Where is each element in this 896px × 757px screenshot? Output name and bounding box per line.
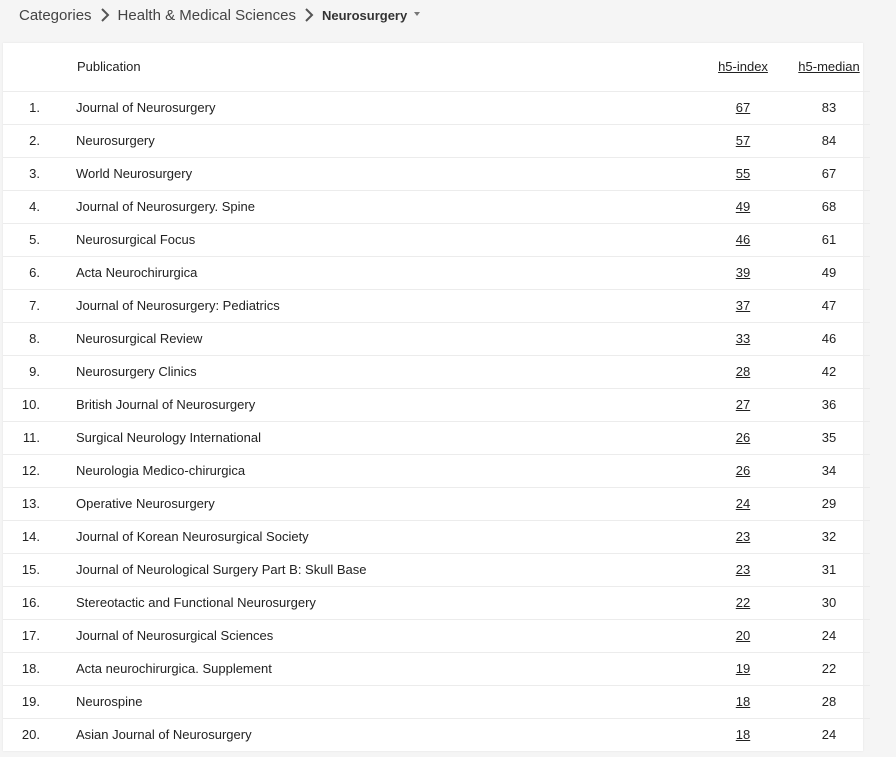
rank-cell bbox=[3, 124, 76, 157]
h5-index-cell[interactable] bbox=[698, 289, 788, 322]
h5-index-cell[interactable] bbox=[698, 652, 788, 685]
rank-cell bbox=[3, 553, 76, 586]
rank-cell bbox=[3, 223, 76, 256]
breadcrumb bbox=[0, 0, 420, 30]
chevron-right-icon bbox=[92, 8, 118, 22]
h5-median-cell: 34 bbox=[821, 463, 837, 478]
subcategory-dropdown[interactable] bbox=[322, 8, 420, 23]
table-row bbox=[3, 355, 870, 388]
h5-median-column-header[interactable] bbox=[788, 43, 870, 91]
publication-cell: Journal of Neurosurgery: Pediatrics bbox=[76, 298, 280, 313]
h5-index-link[interactable]: 37 bbox=[735, 298, 751, 313]
rank-number: 9. bbox=[29, 364, 40, 379]
h5-index-link[interactable]: 18 bbox=[735, 694, 751, 709]
h5-index-cell[interactable] bbox=[698, 388, 788, 421]
publication-cell: British Journal of Neurosurgery bbox=[76, 397, 256, 412]
h5-index-link[interactable]: 57 bbox=[735, 133, 751, 148]
publications-table-card bbox=[3, 43, 863, 751]
rank-number: 20. bbox=[21, 727, 40, 743]
h5-median-cell: 32 bbox=[821, 529, 837, 544]
rank-cell bbox=[3, 421, 76, 454]
h5-index-link[interactable]: 24 bbox=[735, 496, 751, 511]
publication-cell: Operative Neurosurgery bbox=[76, 496, 215, 511]
h5-index-link[interactable]: 18 bbox=[735, 727, 751, 743]
publications-table bbox=[3, 43, 870, 751]
table-row bbox=[3, 256, 870, 289]
rank-cell bbox=[3, 190, 76, 223]
rank-number: 4. bbox=[29, 199, 40, 214]
breadcrumb-categories-link[interactable]: Categories bbox=[19, 6, 92, 24]
table-row bbox=[3, 619, 870, 652]
h5-median-cell: 42 bbox=[821, 364, 837, 379]
rank-cell bbox=[3, 322, 76, 355]
publication-cell: World Neurosurgery bbox=[76, 166, 193, 181]
h5-index-link[interactable]: 49 bbox=[735, 199, 751, 214]
rank-cell bbox=[3, 355, 76, 388]
h5-median-cell: 68 bbox=[821, 199, 837, 214]
rank-cell bbox=[3, 289, 76, 322]
rank-cell bbox=[3, 586, 76, 619]
h5-median-cell: 31 bbox=[821, 562, 837, 577]
h5-median-cell: 35 bbox=[821, 430, 837, 445]
h5-index-link[interactable]: 23 bbox=[735, 529, 751, 544]
h5-index-cell[interactable] bbox=[698, 454, 788, 487]
publication-cell: Neurologia Medico-chirurgica bbox=[76, 463, 246, 478]
publication-column-header: Publication bbox=[77, 59, 141, 75]
table-row bbox=[3, 157, 870, 190]
h5-index-cell[interactable] bbox=[698, 124, 788, 157]
h5-index-cell[interactable] bbox=[698, 91, 788, 124]
rank-number: 19. bbox=[21, 694, 40, 709]
rank-number: 15. bbox=[21, 562, 40, 577]
h5-median-cell: 46 bbox=[821, 331, 837, 346]
h5-index-link[interactable]: 27 bbox=[735, 397, 751, 412]
rank-number: 18. bbox=[21, 661, 40, 676]
rank-number: 13. bbox=[21, 496, 40, 511]
h5-median-cell: 61 bbox=[821, 232, 837, 247]
table-header-row bbox=[3, 43, 870, 91]
rank-cell bbox=[3, 487, 76, 520]
publication-cell: Acta neurochirurgica. Supplement bbox=[76, 661, 272, 676]
chevron-right-icon bbox=[296, 8, 322, 22]
h5-index-cell[interactable] bbox=[698, 157, 788, 190]
table-row bbox=[3, 322, 870, 355]
publication-cell: Journal of Korean Neurosurgical Society bbox=[76, 529, 309, 544]
rank-cell bbox=[3, 619, 76, 652]
table-row bbox=[3, 421, 870, 454]
h5-index-cell[interactable] bbox=[698, 322, 788, 355]
publication-cell: Journal of Neurosurgery bbox=[76, 100, 216, 115]
h5-median-cell: 36 bbox=[821, 397, 837, 412]
publication-cell: Neurosurgical Review bbox=[76, 331, 203, 346]
breadcrumb-health-medical-link[interactable]: Health & Medical Sciences bbox=[117, 6, 296, 24]
rank-cell bbox=[3, 718, 76, 751]
table-row bbox=[3, 652, 870, 685]
rank-column-header bbox=[3, 43, 76, 91]
publication-cell: Neurosurgery Clinics bbox=[76, 364, 197, 379]
rank-cell bbox=[3, 652, 76, 685]
caret-down-icon bbox=[414, 12, 420, 16]
publication-cell: Asian Journal of Neurosurgery bbox=[76, 727, 252, 743]
table-row bbox=[3, 388, 870, 421]
publication-cell: Acta Neurochirurgica bbox=[76, 265, 198, 280]
h5-index-link[interactable]: 39 bbox=[735, 265, 751, 280]
rank-cell bbox=[3, 256, 76, 289]
subcategory-label: Neurosurgery bbox=[321, 7, 408, 23]
rank-number: 2. bbox=[29, 133, 40, 148]
rank-number: 6. bbox=[29, 265, 40, 280]
h5-index-link[interactable]: 19 bbox=[735, 661, 751, 676]
table-row bbox=[3, 685, 870, 718]
table-row bbox=[3, 586, 870, 619]
table-row bbox=[3, 124, 870, 157]
h5-index-link[interactable]: 55 bbox=[735, 166, 751, 181]
h5-median-cell: 83 bbox=[821, 100, 837, 115]
h5-index-link[interactable]: 20 bbox=[735, 628, 751, 643]
h5-median-cell: 28 bbox=[821, 694, 837, 709]
h5-median-cell: 24 bbox=[821, 727, 837, 743]
table-row bbox=[3, 553, 870, 586]
h5-median-cell: 84 bbox=[821, 133, 837, 148]
h5-index-cell[interactable] bbox=[698, 487, 788, 520]
h5-index-link[interactable]: 26 bbox=[735, 463, 751, 478]
rank-number: 1. bbox=[29, 100, 40, 115]
h5-index-cell[interactable] bbox=[698, 718, 788, 751]
h5-index-cell[interactable] bbox=[698, 355, 788, 388]
h5-median-cell: 47 bbox=[821, 298, 837, 313]
rank-number: 11. bbox=[22, 430, 40, 445]
h5-median-cell: 24 bbox=[821, 628, 837, 643]
table-row bbox=[3, 91, 870, 124]
h5-index-cell[interactable] bbox=[698, 421, 788, 454]
rank-number: 8. bbox=[29, 331, 40, 346]
table-row bbox=[3, 520, 870, 553]
rank-cell bbox=[3, 91, 76, 124]
rank-cell bbox=[3, 454, 76, 487]
rank-number: 5. bbox=[29, 232, 40, 247]
publication-cell: Stereotactic and Functional Neurosurgery bbox=[76, 595, 316, 610]
publication-cell: Journal of Neurosurgical Sciences bbox=[76, 628, 274, 643]
h5-index-link[interactable]: 22 bbox=[735, 595, 751, 610]
table-row bbox=[3, 454, 870, 487]
rank-number: 14. bbox=[21, 529, 40, 544]
h5-median-cell: 30 bbox=[821, 595, 837, 610]
h5-median-cell: 67 bbox=[821, 166, 837, 181]
table-row bbox=[3, 289, 870, 322]
publication-cell: Surgical Neurology International bbox=[76, 430, 261, 445]
h5-index-link[interactable]: 46 bbox=[735, 232, 751, 247]
publication-cell: Neurospine bbox=[76, 694, 143, 709]
rank-number: 16. bbox=[21, 595, 40, 610]
rank-cell bbox=[3, 157, 76, 190]
h5-index-cell[interactable] bbox=[698, 553, 788, 586]
publication-cell: Journal of Neurosurgery. Spine bbox=[76, 199, 255, 214]
h5-index-cell[interactable] bbox=[698, 619, 788, 652]
rank-number: 3. bbox=[29, 166, 40, 181]
h5-index-cell[interactable] bbox=[698, 685, 788, 718]
rank-number: 10. bbox=[21, 397, 40, 412]
h5-median-cell: 22 bbox=[821, 661, 837, 676]
rank-number: 17. bbox=[21, 628, 40, 643]
rank-cell bbox=[3, 520, 76, 553]
h5-index-sort-link[interactable]: h5-index bbox=[718, 59, 768, 75]
publication-cell: Neurosurgery bbox=[76, 133, 155, 148]
table-row bbox=[3, 487, 870, 520]
h5-index-cell[interactable] bbox=[698, 223, 788, 256]
h5-median-cell: 49 bbox=[821, 265, 837, 280]
table-row bbox=[3, 718, 870, 751]
table-row bbox=[3, 223, 870, 256]
h5-index-link[interactable]: 33 bbox=[735, 331, 751, 346]
h5-index-link[interactable]: 26 bbox=[735, 430, 751, 445]
h5-index-link[interactable]: 28 bbox=[735, 364, 751, 379]
table-row bbox=[3, 190, 870, 223]
h5-index-cell[interactable] bbox=[698, 586, 788, 619]
h5-median-sort-link[interactable]: h5-median bbox=[798, 59, 860, 75]
h5-index-cell[interactable] bbox=[698, 256, 788, 289]
h5-median-cell: 29 bbox=[821, 496, 837, 511]
publication-cell: Neurosurgical Focus bbox=[76, 232, 196, 247]
rank-number: 12. bbox=[21, 463, 40, 478]
rank-cell bbox=[3, 685, 76, 718]
h5-index-cell[interactable] bbox=[698, 190, 788, 223]
h5-index-link[interactable]: 23 bbox=[735, 562, 751, 577]
rank-number: 7. bbox=[29, 298, 40, 313]
h5-index-column-header[interactable] bbox=[698, 43, 788, 91]
h5-index-link[interactable]: 67 bbox=[735, 100, 751, 115]
publication-cell: Journal of Neurological Surgery Part B: Skull Base bbox=[76, 562, 367, 577]
h5-index-cell[interactable] bbox=[698, 520, 788, 553]
rank-cell bbox=[3, 388, 76, 421]
